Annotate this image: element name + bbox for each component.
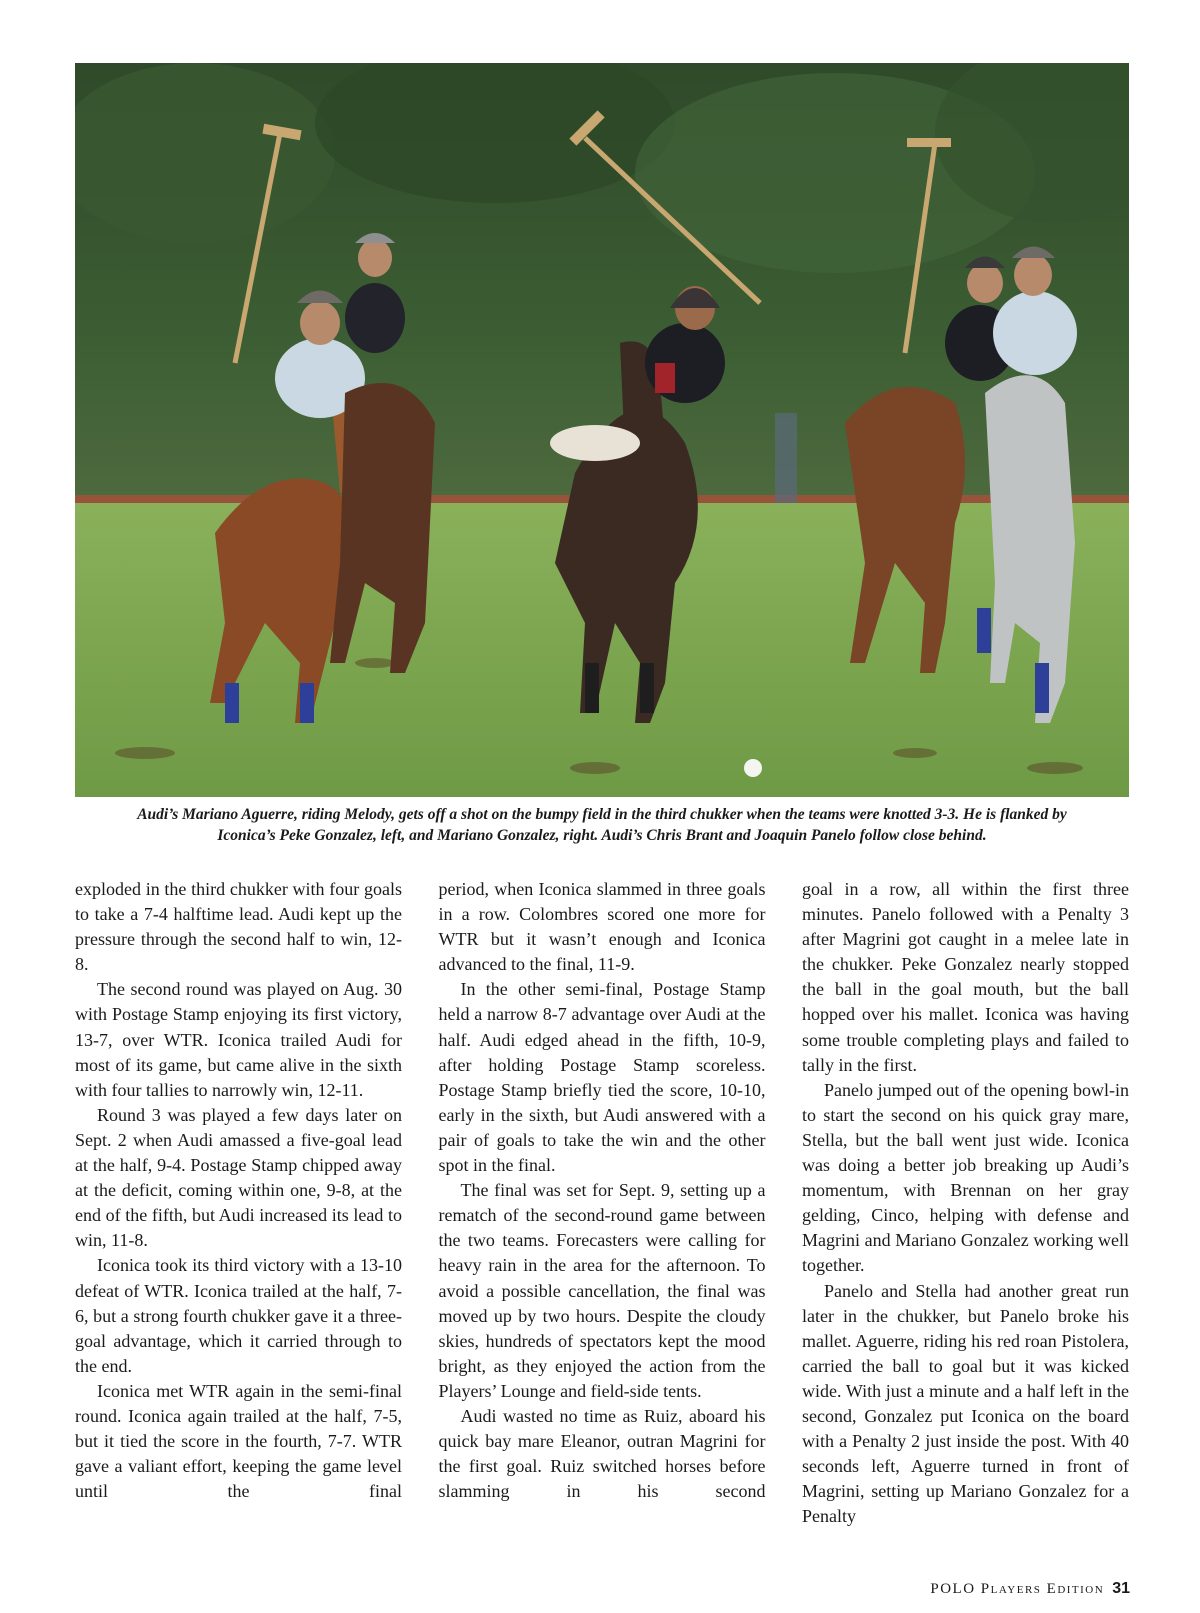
page-number: 31: [1112, 1580, 1130, 1597]
column-3: [802, 877, 1129, 1537]
paragraph: Iconica met WTR again in the semi-final round. Iconica again trailed at the half, 7-5, but it tied the score in the fourth, 7-7. WTR gave a valiant effort, keeping the game level until the final: [75, 1380, 402, 1502]
paragraph: goal in a row, all within the first three minutes. Panelo followed with a Penalty 3 after Magrini got caught in a melee late in the chukker. Peke Gonzalez nearly stopped the ball in the goal mouth, but the ball hopped over his mallet. Iconica was having some trouble completing plays and failed to tally in the first.: [802, 879, 1129, 1075]
article-body: [75, 877, 1129, 1537]
publication-name: POLO Players Edition: [930, 1581, 1105, 1597]
polo-match-photo: [75, 63, 1129, 797]
paragraph: Audi wasted no time as Ruiz, aboard his quick bay mare Eleanor, outran Magrini for the first goal. Ruiz switched horses before slamming in his second: [438, 1405, 766, 1502]
paragraph: In the other semi-final, Postage Stamp held a narrow 8-7 advantage over Audi at the half. Audi edged ahead in the fifth, 10-9, after holding Postage Stamp scoreless. Postage Stamp briefly tied the score, 10-10, early in the sixth, but Audi answered with a pair of goals to take the win and the other spot in the final.: [438, 979, 766, 1176]
paragraph: exploded in the third chukker with four goals to take a 7-4 halftime lead. Audi kept up the pressure through the second half to win, 12-8.: [75, 879, 402, 975]
paragraph: Iconica took its third victory with a 13-10 defeat of WTR. Iconica trailed at the half, 7-6, but a strong fourth chukker gave it a three-goal advantage, which it carried through to the end.: [75, 1255, 402, 1376]
paragraph: Panelo jumped out of the opening bowl-in to start the second on his quick gray mare, Stella, but the ball went just wide. Iconica was doing a better job breaking up Audi’s momentum, with Brennan on her gray gelding, Cinco, helping with defense and Magrini and Mariano Gonzalez working well together.: [802, 1079, 1129, 1276]
column-2: [439, 877, 766, 1537]
paragraph: Round 3 was played a few days later on Sept. 2 when Audi amassed a five-goal lead at the half, 9-4. Postage Stamp chipped away at the deficit, coming within one, 9-8, at the end of the fifth, but Audi increased its lead to win, 11-8.: [75, 1104, 402, 1251]
column-1: [75, 877, 402, 1537]
paragraph: period, when Iconica slammed in three goals in a row. Colombres scored one more for WTR but it wasn’t enough and Iconica advanced to the final, 11-9.: [438, 879, 766, 975]
paragraph: The second round was played on Aug. 30 with Postage Stamp enjoying its first victory, 13-7, over WTR. Iconica trailed Audi for most of its game, but came alive in the sixth with four tallies to narrowly win, 12-11.: [75, 979, 402, 1100]
page-footer: [930, 1581, 1130, 1597]
paragraph: The final was set for Sept. 9, setting up a rematch of the second-round game between the two teams. Forecasters were calling for heavy rain in the area for the afternoon. To avoid a possible cancellation, the final was moved up by two hours. Despite the cloudy skies, hundreds of spectators kept the mood bright, as they enjoyed the action from the Players’ Lounge and field-side tents.: [438, 1180, 766, 1401]
photo-caption: Audi’s Mariano Aguerre, riding Melody, gets off a shot on the bumpy field in the third chukker when the teams were knotted 3-3. He is flanked by Iconica’s Peke Gonzalez, left, and Mariano Gonzalez, right. Audi’s Chris Brant and Joaquin Panelo follow close behind.: [137, 806, 1067, 844]
paragraph: Panelo and Stella had another great run later in the chukker, but Panelo broke his mallet. Aguerre, riding his red roan Pistolera, carried the ball to goal but it was kicked wide. With just a minute and a half left in the second, Gonzalez put Iconica on the board with a Penalty 2 just inside the post. With 40 seconds left, Aguerre turned in front of Magrini, setting up Mariano Gonzalez for a Penalty: [802, 1280, 1129, 1527]
